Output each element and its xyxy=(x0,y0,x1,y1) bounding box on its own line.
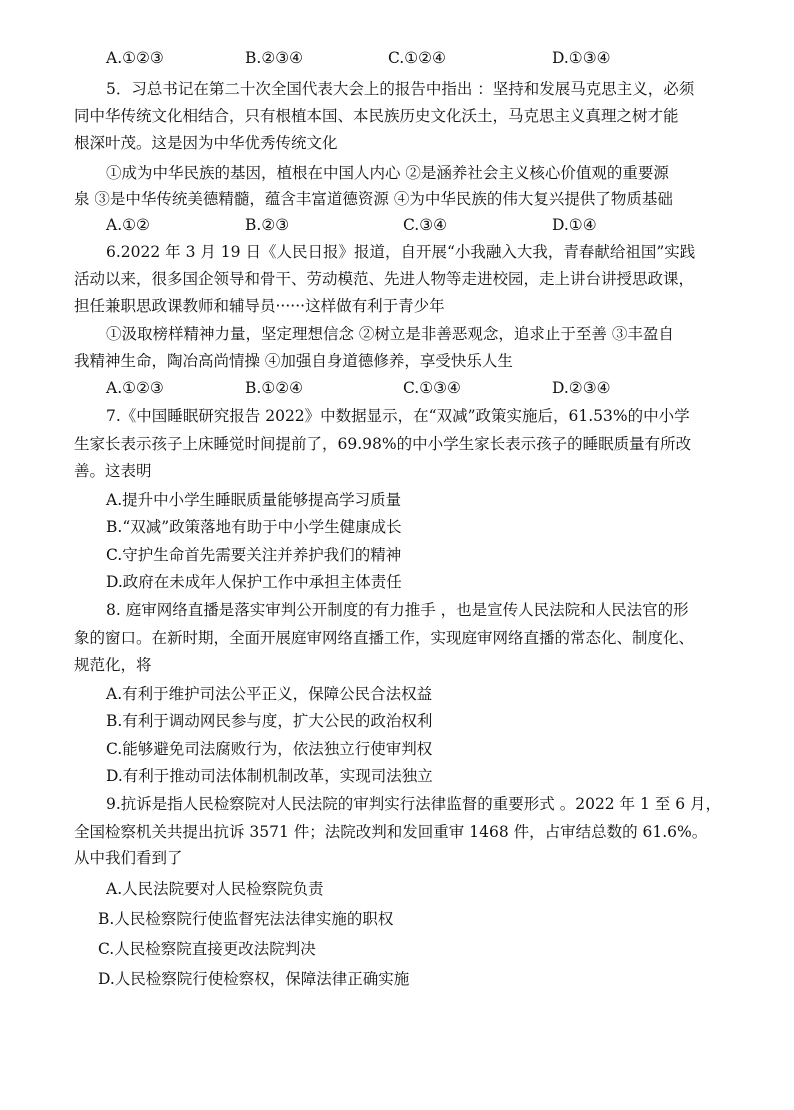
q9-choice-c: C.人民检察院直接更改法院判决 xyxy=(98,940,316,958)
q9-stem-line-2: 全国检察机关共提出抗诉 3571 件；法院改判和发回重审 1468 件，占审结总数的 61.6%。 xyxy=(74,823,708,841)
q6-statements-line-1: ①汲取榜样精神力量，坚定理想信念 ②树立是非善恶观念，追求止于至善 ③丰盈自 xyxy=(106,325,674,343)
q5-stem-line-2: 同中华传统文化相结合，只有根植本国、本民族历史文化沃土，马克思主义真理之树才能 xyxy=(74,107,679,125)
q7-stem-line-2: 生家长表示孩子上床睡觉时间提前了，69.98%的中小学生家长表示孩子的睡眠质量有所改 xyxy=(74,435,692,453)
q8-stem-line-2: 象的窗口。在新时期，全面开展庭审网络直播工作，实现庭审网络直播的常态化、制度化、 xyxy=(74,629,695,647)
q8-choice-d: D.有利于推动司法体制机制改革，实现司法独立 xyxy=(106,767,433,785)
q4-option-c: C.①②④ xyxy=(388,49,446,67)
q6-stem-line-1: 6.2022 年 3 月 19 日《人民日报》报道，自开展“小我融入大我，青春献给祖国”实践 xyxy=(106,243,696,261)
q9-choice-a: A.人民法院要对人民检察院负责 xyxy=(106,880,324,898)
q4-option-a: A.①②③ xyxy=(106,49,164,67)
q7-choice-b: B.“双减”政策落地有助于中小学生健康成长 xyxy=(106,518,402,536)
q6-option-b: B.①②④ xyxy=(245,379,304,397)
q9-choice-b: B.人民检察院行使监督宪法法律实施的职权 xyxy=(98,910,394,928)
q7-stem-line-1: 7.《中国睡眠研究报告 2022》中数据显示，在“双减”政策实施后，61.53%的中小学 xyxy=(106,407,690,425)
q9-stem-line-1: 9.抗诉是指人民检察院对人民法院的审判实行法律监督的重要形式 。2022 年 1 至 6 月， xyxy=(106,795,722,813)
q6-stem-line-3: 担任兼职思政课教师和辅导员······这样做有利于青少年 xyxy=(74,297,445,315)
q7-choice-a: A.提升中小学生睡眠质量能够提高学习质量 xyxy=(106,491,402,509)
q8-choice-a: A.有利于维护司法公平正义，保障公民合法权益 xyxy=(106,685,433,703)
q5-option-c: C.③④ xyxy=(403,216,448,234)
q7-choice-c: C.守护生命首先需要关注并养护我们的精神 xyxy=(106,546,402,564)
q4-option-d: D.①③④ xyxy=(552,49,611,67)
q6-stem-line-2: 活动以来，很多国企领导和骨干、劳动模范、先进人物等走进校园，走上讲台讲授思政课， xyxy=(74,270,695,288)
q6-option-a: A.①②③ xyxy=(106,379,164,397)
q5-statements-line-1: ①成为中华民族的基因，植根在中国人内心 ②是涵养社会主义核心价值观的重要源 xyxy=(106,164,669,182)
q8-choice-c: C.能够避免司法腐败行为，依法独立行使审判权 xyxy=(106,740,433,758)
q5-statements-line-2: 泉 ③是中华传统美德精髓，蕴含丰富道德资源 ④为中华民族的伟大复兴提供了物质基础 xyxy=(74,190,673,208)
q7-choice-d: D.政府在未成年人保护工作中承担主体责任 xyxy=(106,573,402,591)
q4-option-b: B.②③④ xyxy=(245,49,304,67)
q9-choice-d: D.人民检察院行使检察权，保障法律正确实施 xyxy=(98,970,410,988)
q8-stem-line-1: 8. 庭审网络直播是落实审判公开制度的有力推手 ，也是宣传人民法院和人民法官的形 xyxy=(106,601,689,619)
q6-option-d: D.②③④ xyxy=(552,379,611,397)
q9-stem-line-3: 从中我们看到了 xyxy=(74,849,183,867)
q7-stem-line-3: 善。这表明 xyxy=(74,462,152,480)
q5-option-d: D.①④ xyxy=(552,216,597,234)
q8-stem-line-3: 规范化，将 xyxy=(74,656,152,674)
q6-statements-line-2: 我精神生命，陶冶高尚情操 ④加强自身道德修养，享受快乐人生 xyxy=(74,352,513,370)
q6-option-c: C.①③④ xyxy=(403,379,461,397)
q5-option-a: A.①② xyxy=(106,216,150,234)
q5-option-b: B.②③ xyxy=(245,216,290,234)
q8-choice-b: B.有利于调动网民参与度，扩大公民的政治权利 xyxy=(106,712,433,730)
q5-stem-line-3: 根深叶茂。这是因为中华优秀传统文化 xyxy=(74,134,338,152)
q5-stem-line-1: 5．习总书记在第二十次全国代表大会上的报告中指出 ：坚持和发展马克思主义，必须 xyxy=(106,80,695,98)
